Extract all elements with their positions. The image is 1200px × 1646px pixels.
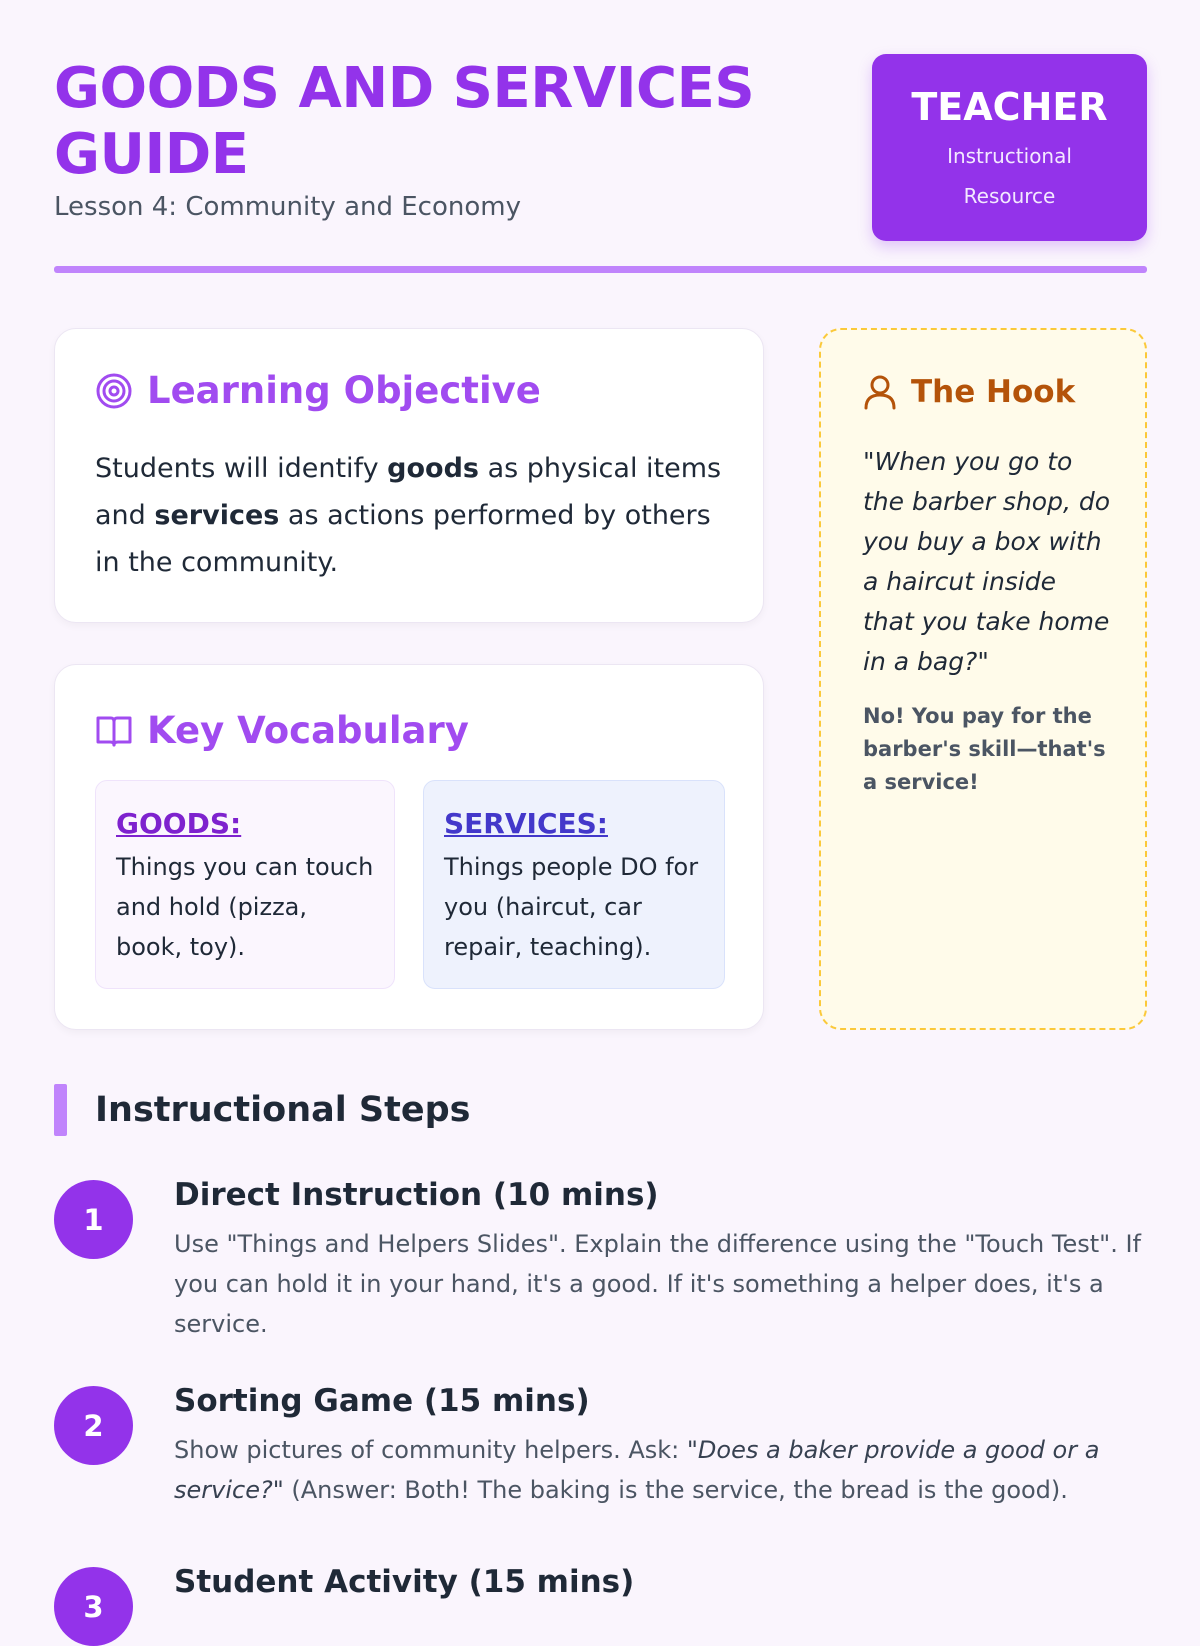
book-icon (95, 714, 133, 748)
objective-heading-row (95, 369, 541, 412)
steps-section-heading (54, 1084, 470, 1136)
services-term: SERVICES: (444, 807, 608, 840)
badge-subtitle: Instructional Resource (947, 144, 1072, 208)
step-question-quote: "Does a baker provide a good or a service?" (174, 1436, 1100, 1504)
vocabulary-heading: Key Vocabulary (147, 709, 469, 752)
step-number-badge: 2 (54, 1386, 133, 1465)
goods-term: GOODS: (116, 807, 242, 840)
services-definition: Things people DO for you (haircut, car repair, teaching). (444, 853, 699, 961)
step-number-badge: 3 (54, 1567, 133, 1646)
lesson-subtitle: Lesson 4: Community and Economy (54, 192, 521, 222)
services-definition-box (423, 780, 725, 989)
step-title: Sorting Game (15 mins) (174, 1383, 590, 1419)
lesson-page (54, 0, 1147, 1624)
step-text-part: Show pictures of community helpers. Ask: (174, 1436, 687, 1464)
objective-heading: Learning Objective (147, 369, 541, 412)
objective-text-part: as actions performed by others in the community. (95, 500, 711, 578)
goods-keyword: goods (387, 453, 479, 484)
step-description: Use "Things and Helpers Slides". Explain the difference using the "Touch Test". If you can hold it in your hand, it's a good. If it's something a helper does, it's a service. (174, 1230, 1141, 1338)
vocabulary-heading-row (95, 709, 469, 752)
objective-text-part: Students will identify (95, 453, 388, 484)
key-vocabulary-card (54, 664, 764, 1030)
learning-objective-card (54, 328, 764, 623)
hook-card (819, 328, 1147, 1030)
objective-text-part: as physical items and (95, 453, 722, 531)
hook-heading: The Hook (911, 374, 1076, 410)
step-text-part: (Answer: Both! The baking is the service, the bread is the good). (283, 1476, 1068, 1504)
target-icon (95, 372, 133, 410)
user-icon (863, 374, 897, 410)
heading-accent-bar (54, 1084, 67, 1136)
services-keyword: services (154, 500, 280, 531)
hook-note: No! You pay for the barber's skill—that's a service! (863, 704, 1106, 794)
hook-quote: "When you go to the barber shop, do you buy a box with a haircut inside that you take home in a bag?" (863, 447, 1111, 676)
page-title: GOODS AND SERVICES GUIDE (54, 56, 755, 187)
step-number-badge: 1 (54, 1180, 133, 1259)
goods-definition-box (95, 780, 395, 989)
hook-heading-row (863, 374, 1075, 410)
badge-title: TEACHER (911, 85, 1108, 129)
header-divider (54, 266, 1147, 273)
step-title: Student Activity (15 mins) (174, 1564, 635, 1600)
steps-heading: Instructional Steps (95, 1090, 471, 1130)
step-description (174, 1430, 1149, 1510)
goods-definition: Things you can touch and hold (pizza, book, toy). (116, 853, 374, 961)
teacher-badge (872, 54, 1147, 241)
page-header (54, 56, 1147, 246)
step-title: Direct Instruction (10 mins) (174, 1177, 659, 1213)
objective-text (95, 445, 735, 586)
